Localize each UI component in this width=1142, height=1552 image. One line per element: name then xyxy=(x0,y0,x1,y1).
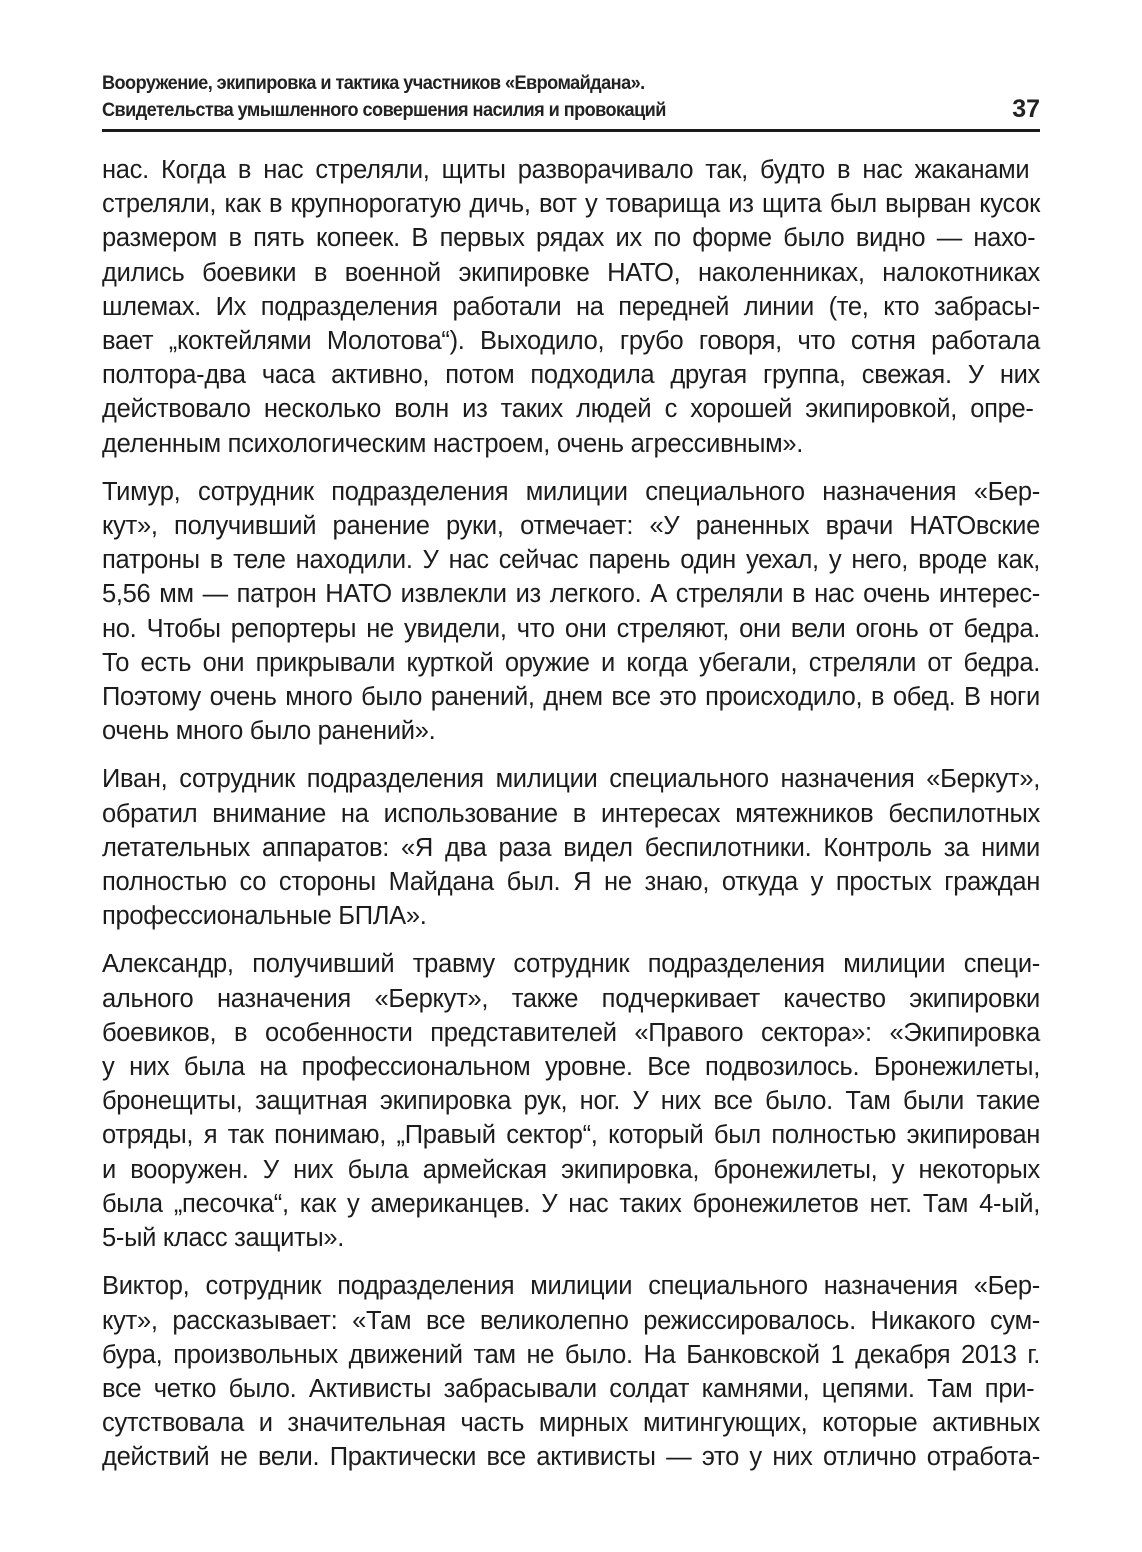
text-line: полностью со стороны Майдана был. Я не знаю, откуда у простых граждан xyxy=(102,868,1040,897)
text-line: обратил внимание на использование в интересах мятежников беспилотных xyxy=(102,799,1040,828)
page-number: 37 xyxy=(1012,95,1040,123)
text-line: ального назначения «Беркут», также подчеркивает качество экипировки xyxy=(102,984,1040,1013)
paragraph xyxy=(102,475,1040,749)
text-line: летательных аппаратов: «Я два раза видел беспилотники. Контроль за ними xyxy=(102,833,1040,862)
text-line: стреляли, как в крупнорогатую дичь, вот у товарища из щита был вырван кусок xyxy=(102,190,1040,219)
text-line: все четко было. Активисты забрасывали солдат камнями, цепями. Там при- xyxy=(102,1374,1035,1403)
text-line: Иван, сотрудник подразделения милиции специального назначения «Беркут», xyxy=(102,765,1040,794)
header-title-line-2: Свидетельства умышленного совершения насилия и провокаций xyxy=(102,99,666,121)
text-line: шлемах. Их подразделения работали на передней линии (те, кто забрасы- xyxy=(102,292,1040,321)
header-title-line-1: Вооружение, экипировка и тактика участников «Евромайдана». xyxy=(102,72,645,94)
text-line: Александр, получивший травму сотрудник подразделения милиции специ- xyxy=(102,950,1040,979)
text-line: деленным психологическим настроем, очень агрессивным». xyxy=(102,429,804,458)
text-line: Поэтому очень много было ранений, днем все это происходило, в обед. В ноги xyxy=(102,683,1040,712)
text-line: бронещиты, защитная экипировка рук, ног. У них все было. Там были такие xyxy=(102,1087,1040,1116)
text-line: размером в пять копеек. В первых рядах их по форме было видно — нахо- xyxy=(102,224,1036,253)
text-line: бура, произвольных движений там не было. На Банковской 1 декабря 2013 г. xyxy=(102,1340,1040,1369)
text-line: но. Чтобы репортеры не увидели, что они стреляют, они вели огонь от бедра. xyxy=(102,614,1040,643)
header-divider xyxy=(102,129,1040,132)
text-line: боевиков, в особенности представителей «Правого сектора»: «Экипировка xyxy=(102,1018,1040,1047)
text-line: у них была на профессиональном уровне. Все подвозилось. Бронежилеты, xyxy=(102,1053,1040,1082)
text-line: кут», рассказывает: «Там все великолепно режиссировалось. Никакого сум- xyxy=(102,1306,1040,1335)
paragraph xyxy=(102,1269,1040,1474)
text-line: профессиональные БПЛА». xyxy=(102,902,427,931)
text-line: нас. Когда в нас стреляли, щиты разворачивало так, будто в нас жаканами xyxy=(102,156,1030,184)
text-line: вает „коктейлями Молотова“). Выходило, грубо говоря, что сотня работала xyxy=(102,327,1040,356)
text-line: отряды, я так понимаю, „Правый сектор“, который был полностью экипирован xyxy=(102,1121,1040,1150)
text-line: патроны в теле находили. У нас сейчас парень один уехал, у него, вроде как, xyxy=(102,546,1040,575)
text-line: действовало несколько волн из таких людей с хорошей экипировкой, опре- xyxy=(102,395,1034,424)
text-line: очень много было ранений». xyxy=(102,717,436,746)
body-text xyxy=(102,153,1040,1489)
text-line: То есть они прикрывали курткой оружие и когда убегали, стреляли от бедра. xyxy=(102,648,1040,677)
running-header xyxy=(102,70,1040,130)
text-line: 5,56 мм — патрон НАТО извлекли из легкого. А стреляли в нас очень интерес- xyxy=(102,580,1040,609)
text-line: Виктор, сотрудник подразделения милиции специального назначения «Бер- xyxy=(102,1272,1040,1301)
text-line: Тимур, сотрудник подразделения милиции специального назначения «Бер- xyxy=(102,477,1040,506)
paragraph xyxy=(102,947,1040,1255)
paragraph xyxy=(102,153,1040,461)
paragraph xyxy=(102,762,1040,933)
text-line: действий не вели. Практически все активисты — это у них отлично отработа- xyxy=(102,1443,1040,1472)
text-line: дились боевики в военной экипировке НАТО, наколенниках, налокотниках xyxy=(102,258,1040,287)
text-line: и вооружен. У них была армейская экипировка, бронежилеты, у некоторых xyxy=(102,1155,1040,1184)
text-line: сутствовала и значительная часть мирных митингующих, которые активных xyxy=(102,1409,1040,1438)
text-line: 5-ый класс защиты». xyxy=(102,1224,345,1253)
text-line: кут», получивший ранение руки, отмечает: «У раненных врачи НАТОвские xyxy=(102,512,1040,541)
text-line: была „песочка“, как у американцев. У нас таких бронежилетов нет. Там 4-ый, xyxy=(102,1189,1040,1218)
running-header-title xyxy=(102,70,666,124)
text-line: полтора-два часа активно, потом подходила другая группа, свежая. У них xyxy=(102,361,1040,390)
